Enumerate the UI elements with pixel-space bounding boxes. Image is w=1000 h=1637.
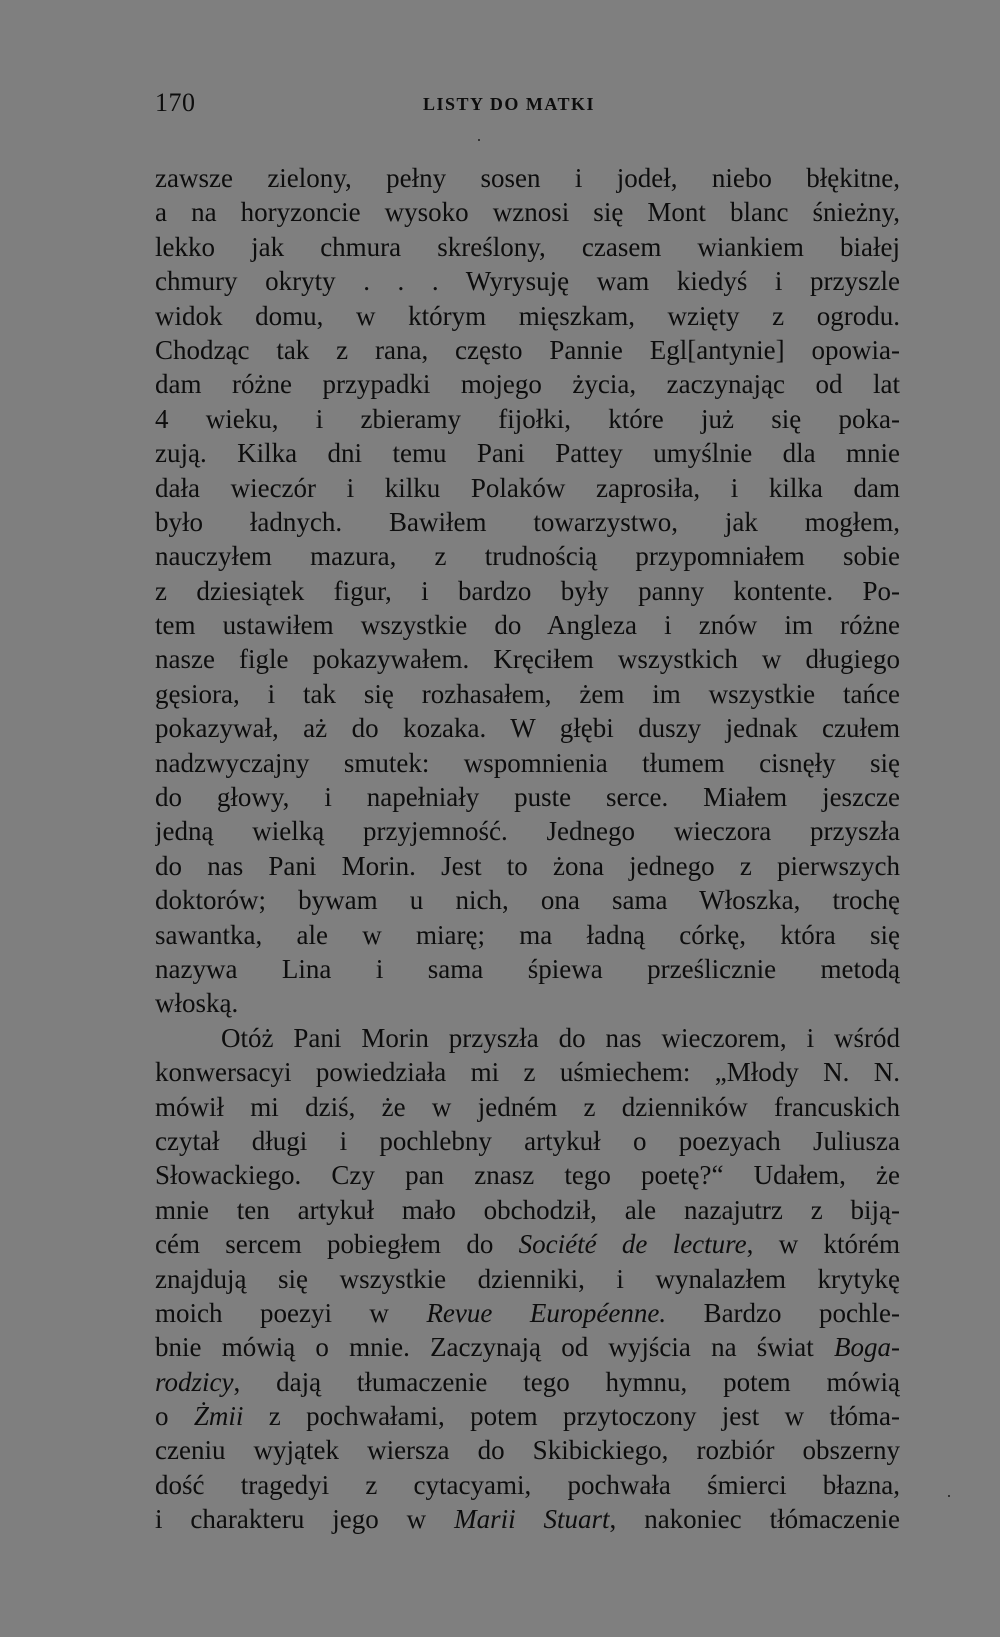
text-line: a na horyzoncie wysoko wznosi się Mont blanc śnieżny, [155,197,900,228]
text-segment: Bardzo pochle- [666,1297,900,1328]
text-line [155,1296,900,1330]
text-line: zują. Kilka dni temu Pani Pattey umyślnie dla mnie [155,438,900,469]
text-line: czytał długi i pochlebny artykuł o poezyach Juliusza [155,1125,900,1156]
italic-title: Boga- [834,1332,900,1363]
text-line: do głowy, i napełniały puste serce. Miałem jeszcze [155,782,900,813]
text-line: do nas Pani Morin. Jest to żona jednego z pierwszych [155,850,900,881]
text-line [155,1502,900,1536]
text-line: mnie ten artykuł mało obchodził, ale nazajutrz z biją- [155,1194,900,1225]
text-line: Słowackiego. Czy pan znasz tego poetę?“ Udałem, że [155,1160,900,1191]
italic-title: Revue Européenne. [426,1297,667,1328]
text-line: widok domu, w którym mięszkam, wzięty z ogrodu. [155,300,900,331]
text-line: zawsze zielony, pełny sosen i jodeł, niebo błękitne, [155,163,900,193]
text-line: pokazywał, aż do kozaka. W głębi duszy jednak czułem [155,713,900,744]
text-line: doktorów; bywam u nich, ona sama Włoszka, trochę [155,885,900,916]
scan-speck [478,139,480,141]
italic-title: rodzicy [155,1366,234,1397]
text-line [155,1330,900,1364]
text-line: konwersacyi powiedziała mi z uśmiechem: „Młody N. N. [155,1057,900,1088]
running-title: LISTY DO MATKI [423,94,596,114]
text-line: tem ustawiłem wszystkie do Angleza i znów im różne [155,610,900,641]
text-line: 4 wieku, i zbieramy fijołki, które już się poka- [155,403,900,434]
text-line: Otóż Pani Morin przyszła do nas wieczorem, i wśród [221,1022,900,1053]
text-line: jedną wielką przyjemność. Jednego wieczora przyszła [155,816,900,847]
text-line [155,1227,900,1261]
text-segment: , nakoniec tłómaczenie [609,1504,900,1535]
italic-title: Marii Stuart [454,1504,610,1535]
text-line: sawantka, ale w miarę; ma ładną córkę, która się [155,919,900,950]
page-header [155,88,900,128]
text-line: znajdują się wszystkie dzienniki, i wynalazłem krytykę [155,1263,900,1294]
text-segment: bnie mówią o mnie. Zaczynają od wyjścia na świat [155,1332,814,1363]
text-line: dość tragedyi z cytacyami, pochwała śmierci błazna, [155,1469,900,1500]
text-line [155,1399,900,1433]
text-line: nazywa Lina i sama śpiewa prześlicznie metodą [155,953,900,984]
text-line [155,1365,900,1399]
text-segment: z pochwałami, potem przytoczony jest w tłóma- [243,1401,900,1432]
text-line: nauczyłem mazura, z trudnością przypomniałem sobie [155,541,900,572]
text-line: chmury okryty . . . Wyrysuję wam kiedyś i przyszle [155,266,900,297]
text-line: nasze figle pokazywałem. Kręciłem wszystkich w długiego [155,644,900,675]
text-line: lekko jak chmura skreślony, czasem wiankiem białej [155,231,900,262]
text-line: czeniu wyjątek wiersza do Skibickiego, rozbiór obszerny [155,1435,900,1466]
text-line: włoską. [155,988,239,1019]
text-body [155,161,900,1537]
text-segment: i charakteru jego w [155,1504,427,1535]
text-line: dała wieczór i kilku Polaków zaprosiła, i kilka dam [155,472,900,503]
text-segment: moich poezyi w [155,1297,389,1328]
scan-speck [948,1495,950,1497]
text-line: mówił mi dziś, że w jedném z dzienników francuskich [155,1091,900,1122]
page-number: 170 [155,88,196,117]
italic-title: Żmii [193,1401,244,1432]
text-line: gęsiora, i tak się rozhasałem, żem im wszystkie tańce [155,678,900,709]
text-segment: o [155,1401,169,1432]
text-segment: cém sercem pobiegłem do [155,1229,494,1260]
text-line: z dziesiątek figur, i bardzo były panny kontente. Po- [155,575,900,606]
text-line: dam różne przypadki mojego życia, zaczynając od lat [155,369,900,400]
text-line: nadzwyczajny smutek: wspomnienia tłumem cisnęły się [155,747,900,778]
text-line: Chodząc tak z rana, często Pannie Egl[antynie] opowia- [155,334,900,365]
text-line: było ładnych. Bawiłem towarzystwo, jak mogłem, [155,506,900,537]
text-segment: , w którém [746,1229,900,1260]
text-segment: , dają tłumaczenie tego hymnu, potem mówią [233,1366,900,1397]
italic-title: Société de lecture [518,1229,747,1260]
